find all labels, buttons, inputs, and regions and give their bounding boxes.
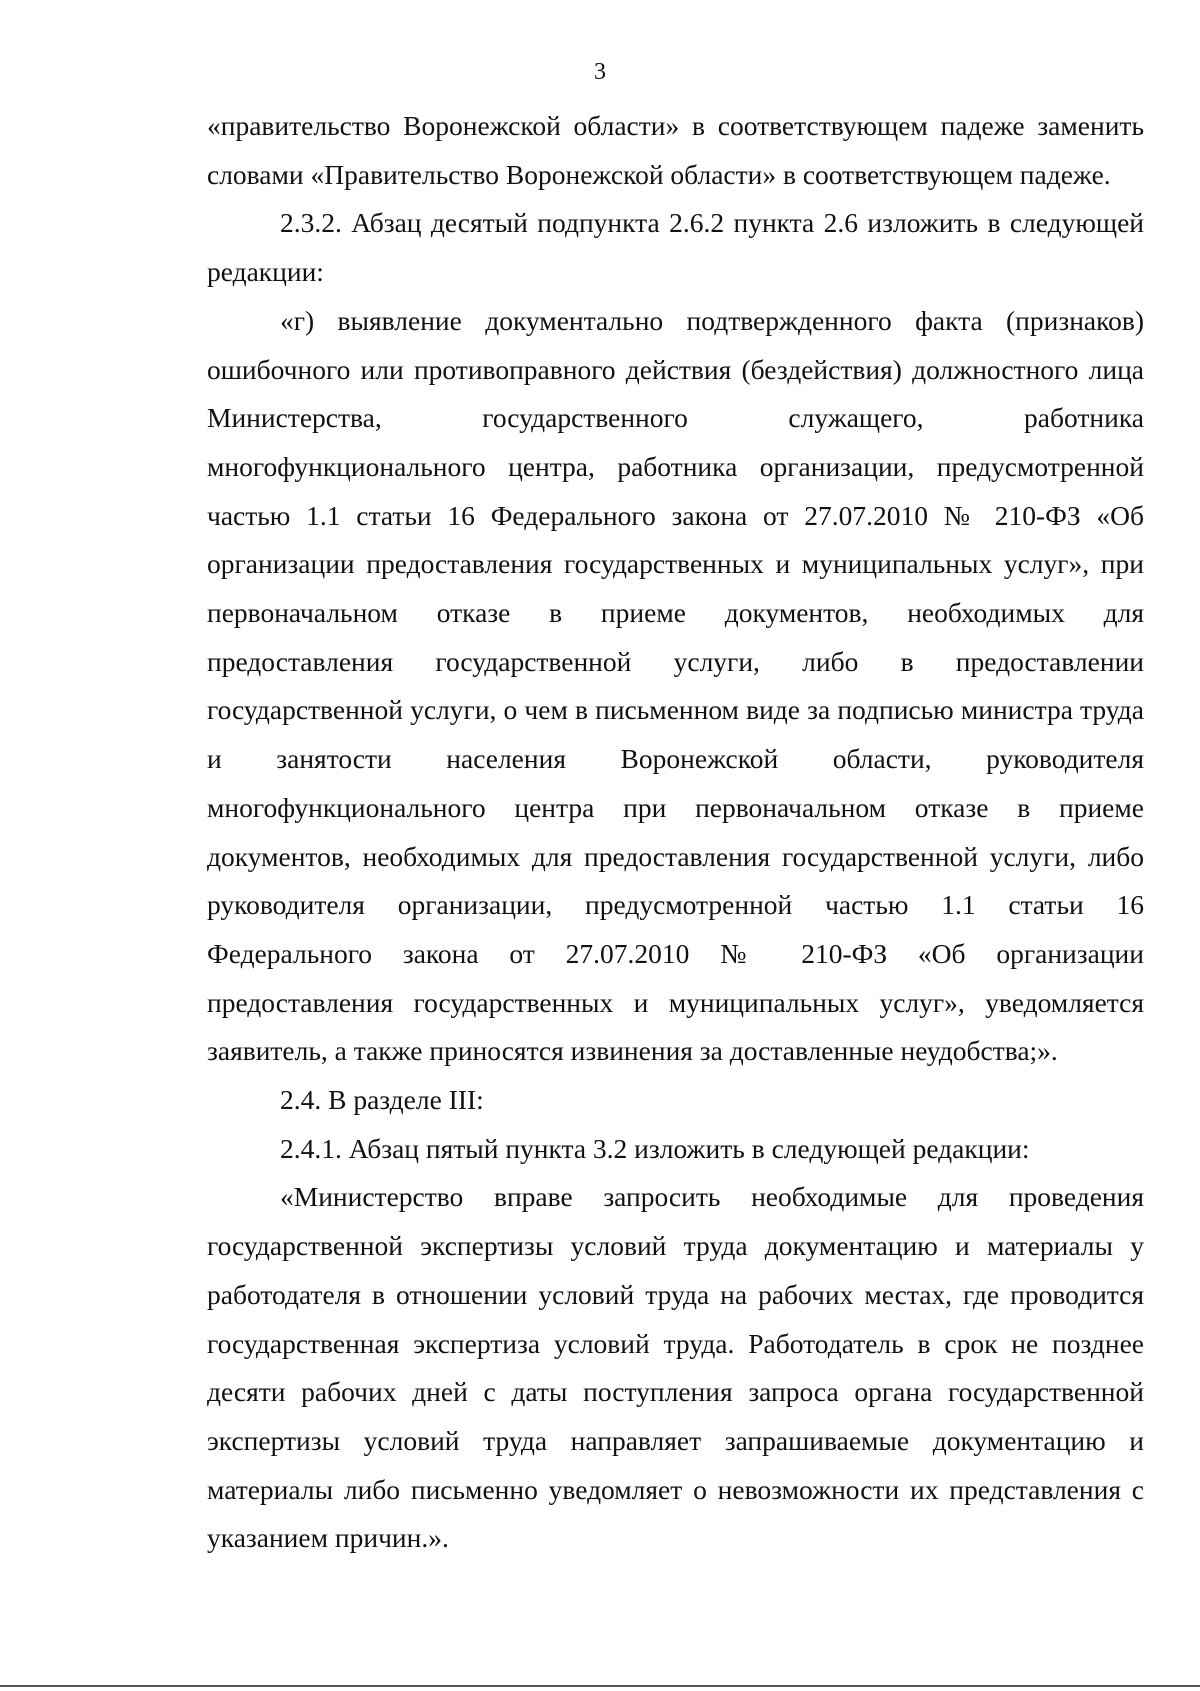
- paragraph-continuation: «правительство Воронежской области» в соответствующем падеже заменить словами «Правительство Воронежской области» в соответствующем падеже.: [207, 110, 1144, 190]
- paragraph-quote-ministry: «Министерство вправе запросить необходимые для проведения государственной экспертизы условий труда документацию и материалы у работодателя в отношении условий труда на рабочих местах, где проводится государственная экспертиза условий труда. Работодатель в срок не позднее десяти рабочих дней с даты поступления запроса органа государственной экспертизы условий труда направляет запрашиваемые документацию и материалы либо письменно уведомляет о невозможности их представления с указанием причин.».: [207, 1181, 1144, 1554]
- paragraph-2-4: 2.4. В разделе III:: [280, 1084, 484, 1116]
- paragraph-quote-g: «г) выявление документально подтвержденного факта (признаков) ошибочного или противоправного действия (бездействия) должностного лица Министерства, государственного служащего, работника многофункционального центра, работника организации, предусмотренной частью 1.1 статьи 16 Федерального закона от 27.07.2010 № 210-ФЗ «Об организации предоставления государственных и муниципальных услуг», при первоначальном отказе в приеме документов, необходимых для предоставления государственной услуги, либо в предоставлении государственной услуги, о чем в письменном виде за подписью министра труда и занятости населения Воронежской области, руководителя многофункционального центра при первоначальном отказе в приеме документов, необходимых для предоставления государственной услуги, либо руководителя организации, предусмотренной частью 1.1 статьи 16 Федерального закона от 27.07.2010 № 210-ФЗ «Об организации предоставления государственных и муниципальных услуг», уведомляется заявитель, а также приносятся извинения за доставленные неудобства;».: [207, 304, 1144, 1067]
- scan-bottom-edge: [0, 1685, 1200, 1687]
- document-body: [207, 102, 1144, 1563]
- page-number: 3: [594, 59, 606, 85]
- paragraph-2-3-2: 2.3.2. Абзац десятый подпункта 2.6.2 пункта 2.6 изложить в следующей редакции:: [207, 207, 1144, 288]
- paragraph-2-4-1: 2.4.1. Абзац пятый пункта 3.2 изложить в следующей редакции:: [280, 1132, 1030, 1164]
